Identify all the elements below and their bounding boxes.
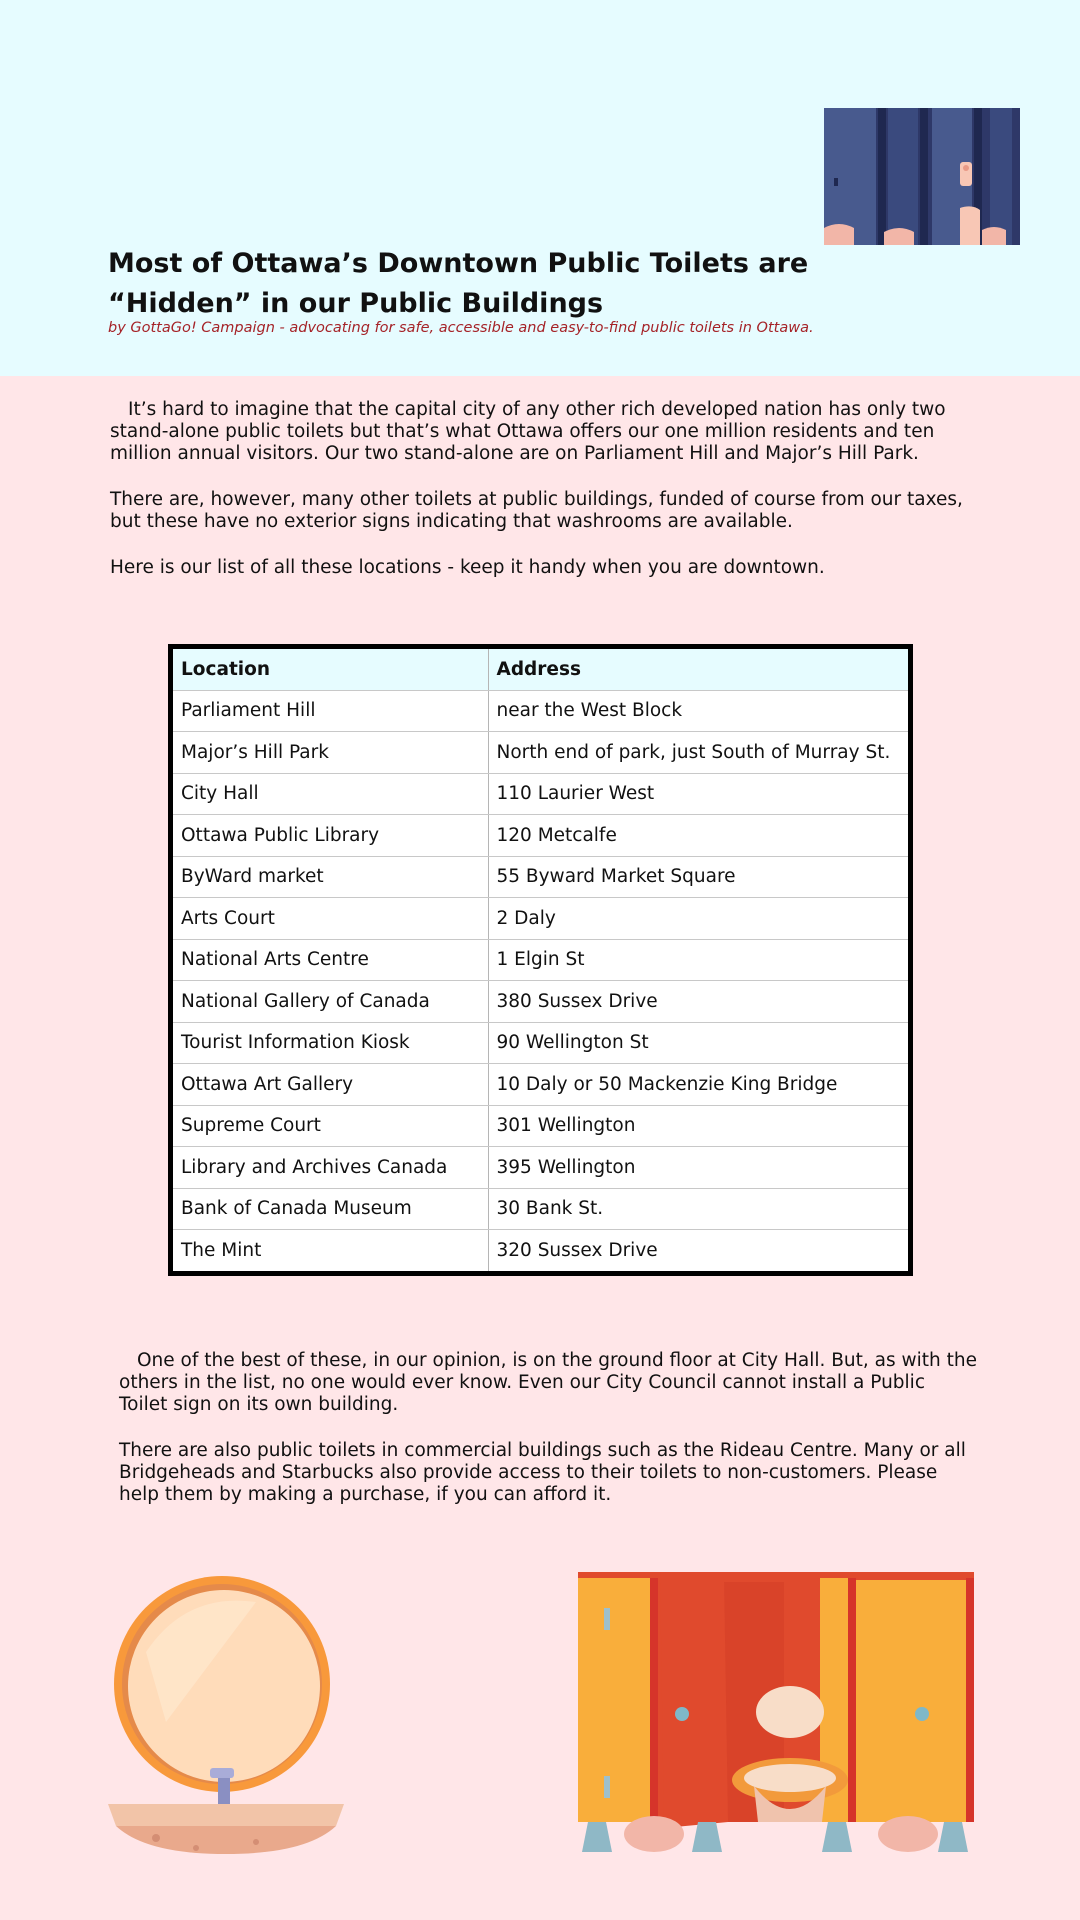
table-row [173,939,908,981]
mirror-sink-icon [106,1572,348,1854]
outro-paragraph-1: One of the best of these, in our opinion, is on the ground floor at City Hall. But, as with the others in the list, no one would ever know. Even our City Council cannot install a Public Toilet sign on its own building. [119,1350,978,1415]
column-header-location: Location [173,649,488,690]
toilet-stalls-icon [824,108,1020,245]
address-cell: 395 Wellington [488,1147,908,1189]
table-row [173,815,908,857]
intro-paragraph-1: It’s hard to imagine that the capital city of any other rich developed nation has only two stand-alone public toilets but that’s what Ottawa offers our one million residents and ten million annual visitors. Our two stand-alone are on Parliament Hill and Major’s Hill Park. [110,399,946,464]
byline: by GottaGo! Campaign - advocating for safe, accessible and easy-to-find public toilets in Ottawa. [108,320,814,336]
outro-section [119,1350,979,1530]
table-row [173,1022,908,1064]
toilet-stalls-icon [578,1572,974,1858]
address-cell: 120 Metcalfe [488,815,908,857]
address-cell: North end of park, just South of Murray St. [488,732,908,774]
address-cell: 55 Byward Market Square [488,856,908,898]
table-row [173,1147,908,1189]
location-cell: Ottawa Public Library [173,815,488,857]
table-row [173,898,908,940]
table-row [173,690,908,732]
location-cell: Bank of Canada Museum [173,1188,488,1230]
location-cell: Supreme Court [173,1105,488,1147]
table-row [173,1064,908,1106]
location-cell: Parliament Hill [173,690,488,732]
intro-paragraph-2: There are, however, many other toilets at public buildings, funded of course from our taxes, but these have no exterior signs indicating that washrooms are available. [110,489,963,532]
address-cell: 301 Wellington [488,1105,908,1147]
table-row [173,856,908,898]
table-row [173,1188,908,1230]
location-cell: ByWard market [173,856,488,898]
location-cell: Library and Archives Canada [173,1147,488,1189]
location-cell: City Hall [173,773,488,815]
title-line-1: Most of Ottawa’s Downtown Public Toilets are [108,248,809,279]
table-row [173,732,908,774]
title-line-2: “Hidden” in our Public Buildings [108,288,604,319]
intro-paragraph-3: Here is our list of all these locations - keep it handy when you are downtown. [110,557,825,578]
table-header-row [173,649,908,690]
table-row [173,1230,908,1272]
location-cell: National Arts Centre [173,939,488,981]
location-cell: Arts Court [173,898,488,940]
location-cell: Ottawa Art Gallery [173,1064,488,1106]
intro-section [110,399,990,603]
address-cell: 30 Bank St. [488,1188,908,1230]
address-cell: 110 Laurier West [488,773,908,815]
address-cell: 380 Sussex Drive [488,981,908,1023]
address-cell: 1 Elgin St [488,939,908,981]
location-cell: The Mint [173,1230,488,1272]
header-banner [0,0,1080,376]
location-cell: Major’s Hill Park [173,732,488,774]
location-cell: Tourist Information Kiosk [173,1022,488,1064]
address-cell: 2 Daly [488,898,908,940]
table-row [173,773,908,815]
address-cell: 90 Wellington St [488,1022,908,1064]
column-header-address: Address [488,649,908,690]
locations-table [168,644,913,1276]
address-cell: 320 Sussex Drive [496,1240,658,1261]
table-row [173,981,908,1023]
table-row [173,1105,908,1147]
location-cell: National Gallery of Canada [173,981,488,1023]
outro-paragraph-2: There are also public toilets in commercial buildings such as the Rideau Centre. Many or all Bridgeheads and Starbucks also provide access to their toilets to non-customers. Please help them by making a purchase, if you can afford it. [119,1440,966,1505]
address-cell: 10 Daly or 50 Mackenzie King Bridge [488,1064,908,1106]
address-cell: near the West Block [488,690,908,732]
page-title [108,244,868,324]
